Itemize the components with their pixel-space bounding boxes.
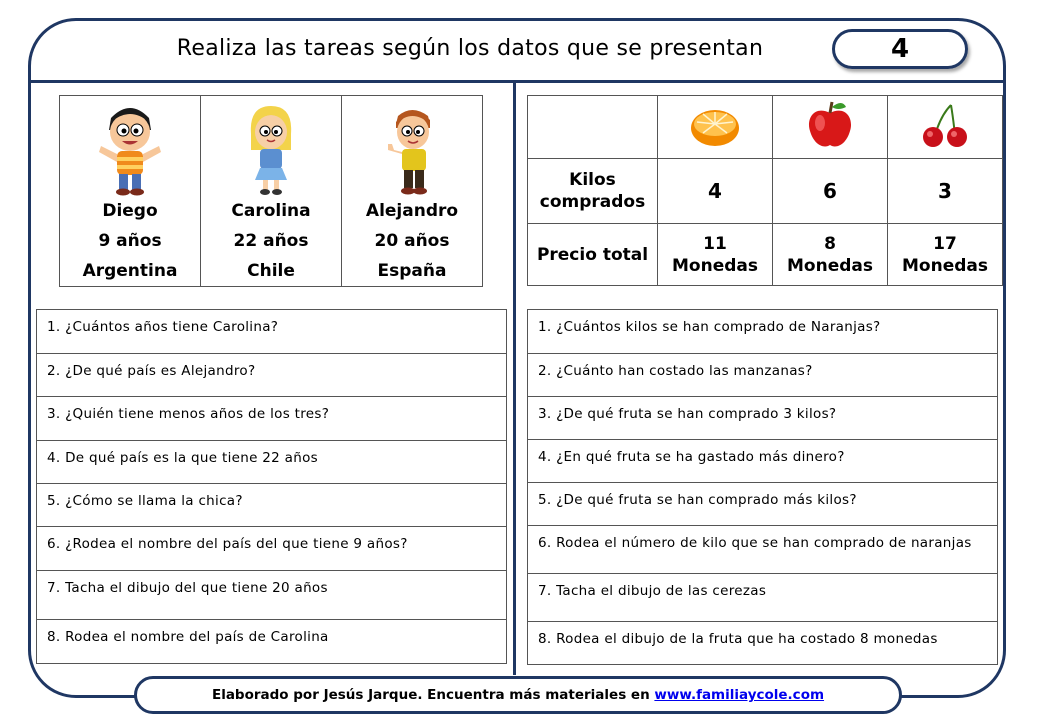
question-row[interactable]: 3. ¿De qué fruta se han comprado 3 kilos?: [528, 397, 998, 440]
price-value: 11 Monedas: [658, 224, 773, 286]
person-cell: [342, 96, 483, 287]
apple-icon: [804, 99, 856, 151]
person-age: 22 años: [233, 231, 309, 251]
empty-cell: [528, 96, 658, 159]
kilos-value: 4: [658, 159, 773, 224]
question-row[interactable]: 1. ¿Cuántos años tiene Carolina?: [37, 310, 507, 354]
person-country: Argentina: [82, 261, 178, 281]
person-country: España: [377, 261, 447, 281]
person-cell: [60, 96, 201, 287]
question-row[interactable]: 8. Rodea el nombre del país de Carolina: [37, 620, 507, 664]
question-row[interactable]: 7. Tacha el dibujo del que tiene 20 años: [37, 571, 507, 620]
fruit-icon-cell: [888, 96, 1003, 159]
kilos-value: 3: [888, 159, 1003, 224]
boy-diego-icon: [60, 96, 200, 196]
question-row[interactable]: 2. ¿De qué país es Alejandro?: [37, 354, 507, 397]
person-name: Carolina: [231, 201, 311, 221]
fruit-table: [527, 95, 1003, 286]
page-title: Realiza las tareas según los datos que se presentan: [176, 36, 764, 61]
boy-alejandro-icon: [342, 96, 482, 196]
left-question-list: [36, 309, 507, 664]
girl-carolina-icon: [201, 96, 341, 196]
title-divider: [30, 80, 1005, 83]
fruit-icon-cell: [773, 96, 888, 159]
question-row[interactable]: 1. ¿Cuántos kilos se han comprado de Naranjas?: [528, 310, 998, 354]
question-row[interactable]: 8. Rodea el dibujo de la fruta que ha costado 8 monedas: [528, 622, 998, 665]
person-name: Diego: [102, 201, 158, 221]
fruit-icon-cell: [658, 96, 773, 159]
footer-link[interactable]: www.familiaycole.com: [654, 687, 825, 703]
worksheet-number: 4: [832, 29, 968, 69]
question-row[interactable]: 2. ¿Cuánto han costado las manzanas?: [528, 354, 998, 397]
orange-icon: [689, 102, 741, 148]
question-row[interactable]: 6. Rodea el número de kilo que se han comprado de naranjas: [528, 526, 998, 574]
question-row[interactable]: 5. ¿Cómo se llama la chica?: [37, 484, 507, 527]
people-table: [59, 95, 483, 287]
question-row[interactable]: 4. De qué país es la que tiene 22 años: [37, 441, 507, 484]
question-row[interactable]: 6. ¿Rodea el nombre del país del que tiene 9 años?: [37, 527, 507, 571]
question-row[interactable]: 7. Tacha el dibujo de las cerezas: [528, 574, 998, 622]
cherries-icon: [919, 101, 971, 149]
right-question-list: [527, 309, 998, 665]
footer-credit: [134, 676, 902, 714]
kilos-value: 6: [773, 159, 888, 224]
person-name: Alejandro: [365, 201, 459, 221]
person-cell: [201, 96, 342, 287]
person-country: Chile: [247, 261, 295, 281]
question-row[interactable]: 3. ¿Quién tiene menos años de los tres?: [37, 397, 507, 441]
price-value: 17 Monedas: [888, 224, 1003, 286]
question-row[interactable]: 4. ¿En qué fruta se ha gastado más dinero?: [528, 440, 998, 483]
price-value: 8 Monedas: [773, 224, 888, 286]
footer-text: Elaborado por Jesús Jarque. Encuentra más materiales en: [211, 687, 655, 703]
center-divider: [513, 81, 516, 675]
kilos-label: Kilos comprados: [528, 159, 658, 224]
question-row[interactable]: 5. ¿De qué fruta se han comprado más kilos?: [528, 483, 998, 526]
price-label: Precio total: [528, 224, 658, 286]
person-age: 9 años: [98, 231, 162, 251]
person-age: 20 años: [374, 231, 450, 251]
